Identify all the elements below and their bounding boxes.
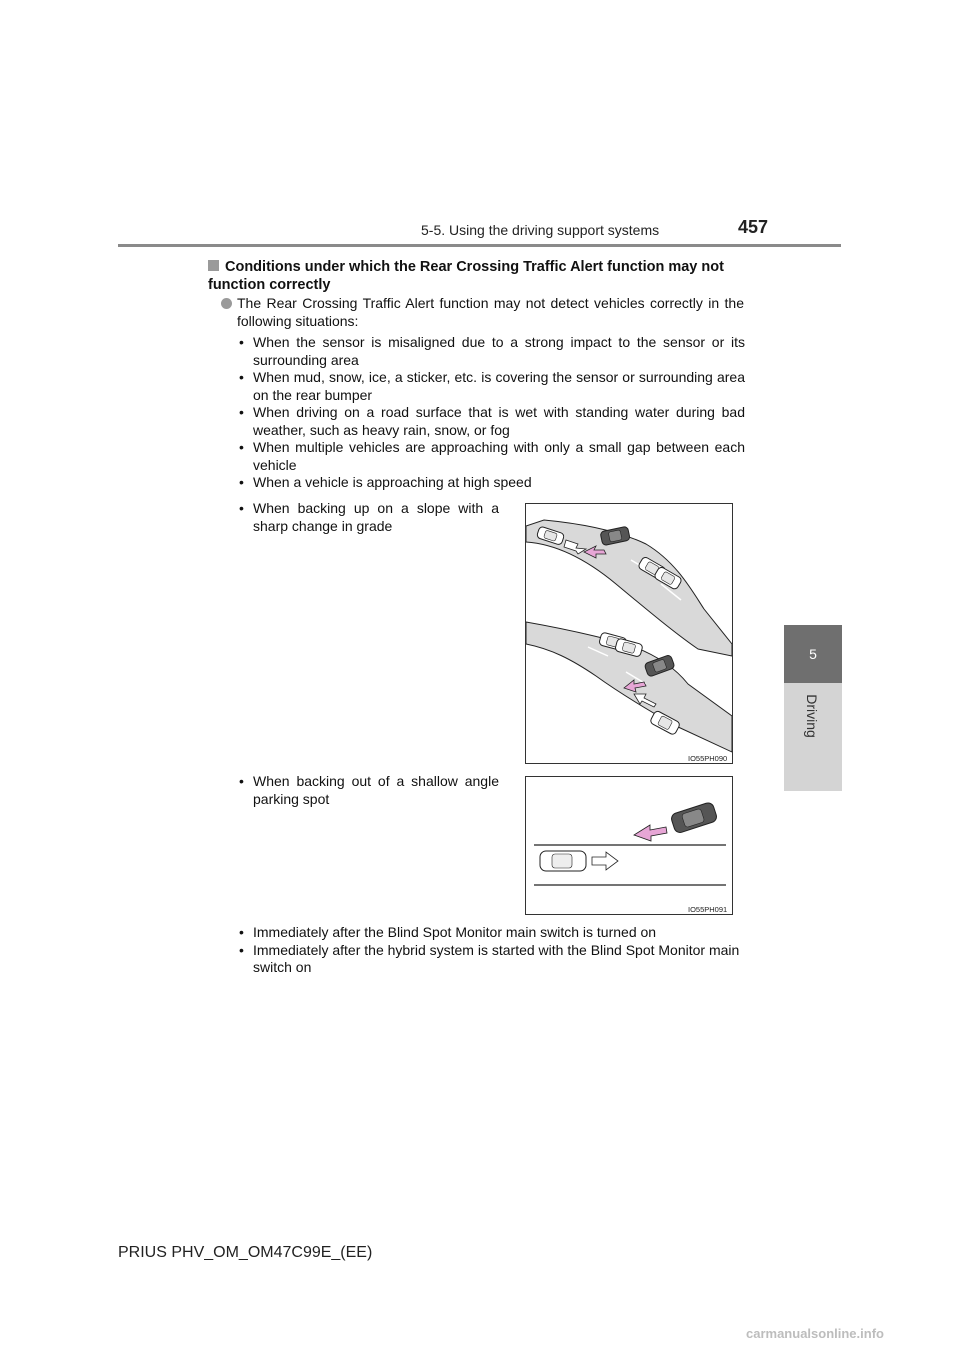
header-divider (118, 244, 841, 247)
square-bullet-icon (208, 260, 219, 271)
slope-illustration (525, 503, 733, 764)
figure-code: IO55PH090 (688, 754, 728, 763)
figure1-caption (237, 500, 499, 535)
document-footer: PRIUS PHV_OM_OM47C99E_(EE) (118, 1244, 373, 1261)
running-header-section: 5-5. Using the driving support systems (421, 222, 660, 238)
list-item: • Immediately after the hybrid system is started with the Blind Spot Monitor main switch on (237, 942, 745, 977)
additional-conditions-list (237, 924, 745, 977)
list-item: • When backing up on a slope with a sharp change in grade (237, 500, 499, 535)
parking-illustration-graphic (526, 777, 732, 914)
figure2-caption (237, 773, 499, 808)
slope-illustration-graphic (526, 504, 732, 763)
heading-line-1: Conditions under which the Rear Crossing Traffic Alert function may not (225, 259, 724, 275)
list-item: • When the sensor is misaligned due to a strong impact to the sensor or its surrounding area (237, 334, 745, 369)
list-item: • When multiple vehicles are approaching with only a small gap between each vehicle (237, 439, 745, 474)
list-item: • Immediately after the Blind Spot Monitor main switch is turned on (237, 924, 745, 942)
list-item: • When backing out of a shallow angle parking spot (237, 773, 499, 808)
chapter-tab-number: 5 (784, 625, 842, 683)
circle-bullet-icon (221, 298, 232, 309)
figure-code: IO55PH091 (688, 905, 728, 914)
lead-text: The Rear Crossing Traffic Alert function may not detect vehicles correctly in the following situations: (237, 295, 744, 329)
heading-line-2: function correctly (208, 277, 331, 293)
watermark-text: carmanualsonline.info (746, 1326, 884, 1341)
section-heading (208, 258, 753, 294)
list-item: • When mud, snow, ice, a sticker, etc. is covering the sensor or surrounding area on the rear bumper (237, 369, 745, 404)
chapter-tab-label: Driving (804, 694, 820, 738)
lead-paragraph (221, 295, 744, 330)
list-item: • When driving on a road surface that is wet with standing water during bad weather, such as heavy rain, snow, or fog (237, 404, 745, 439)
list-item: • When a vehicle is approaching at high speed (237, 474, 745, 492)
parking-illustration (525, 776, 733, 915)
page-number: 457 (738, 217, 769, 237)
conditions-list (237, 334, 745, 492)
